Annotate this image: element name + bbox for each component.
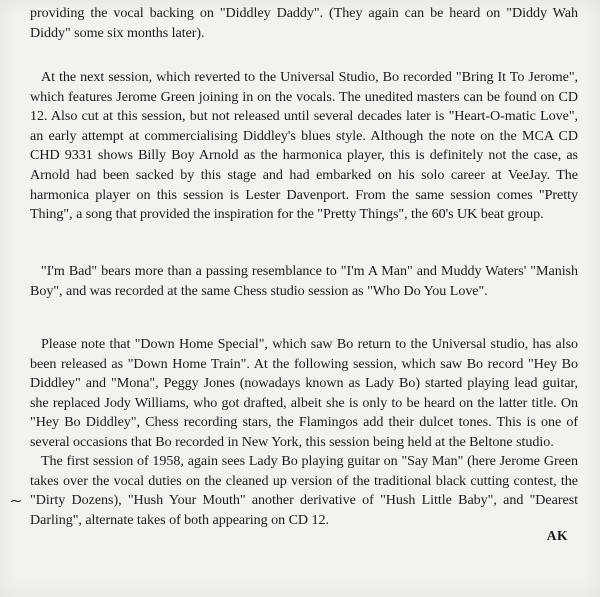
paragraph-3: "I'm Bad" bears more than a passing resemblance to "I'm A Man" and Muddy Waters' "Manish Boy", and was recorded at the same Chess studio session as "Who Do You Love". [30,263,578,299]
paragraph-5: The first session of 1958, again sees Lady Bo playing guitar on "Say Man" (here Jerome Green takes over the vocal duties on the cleaned up version of the traditional black cutting contest, the "Dirty Dozens), "Hush Your Mouth" another derivative of "Hush Little Baby", and "Dearest Darling", alternate takes of both appearing on CD 12. [30,453,578,528]
paragraph-1: providing the vocal backing on "Diddley Daddy". (They again can be heard on "Diddy Wah Diddy" some six months later). [30,5,578,41]
paragraph-4: Please note that "Down Home Special", which saw Bo return to the Universal studio, has also been released as "Down Home Train". At the following session, which saw Bo record "Hey Bo Diddley" and "Mona", Peggy Jones (nowadays known as Lady Bo) started playing lead guitar, she replaced Jody Williams, who got drafted, albeit she is only to be heard on the latter title. On "Hey Bo Diddley", Chess recording stars, the Flamingos add their dulcet tones. This is one of several occasions that Bo recorded in New York, this session being held at the Beltone studio. [30,336,578,450]
author-signature: AK [546,528,568,543]
stray-ink-mark [11,499,21,503]
paragraph-2: At the next session, which reverted to the Universal Studio, Bo recorded "Bring It To Jerome", which features Jerome Green joining in on the vocals. The unedited masters can be found on CD 12. Also cut at this session, but not released until several decades later is "Heart-O-matic Love", an early attempt at commercialising Diddley's blues style. Although the note on the MCA CD CHD 9331 shows Billy Boy Arnold as the harmonica player, this is definitely not the case, as Arnold had been sacked by this stage and had embarked on his solo career at VeeJay. The harmonica player on this session is Lester Davenport. From the same session comes "Pretty Thing", a song that provided the inspiration for the "Pretty Things", the 60's UK beat group. [30,69,578,223]
document-page [30,0,578,597]
